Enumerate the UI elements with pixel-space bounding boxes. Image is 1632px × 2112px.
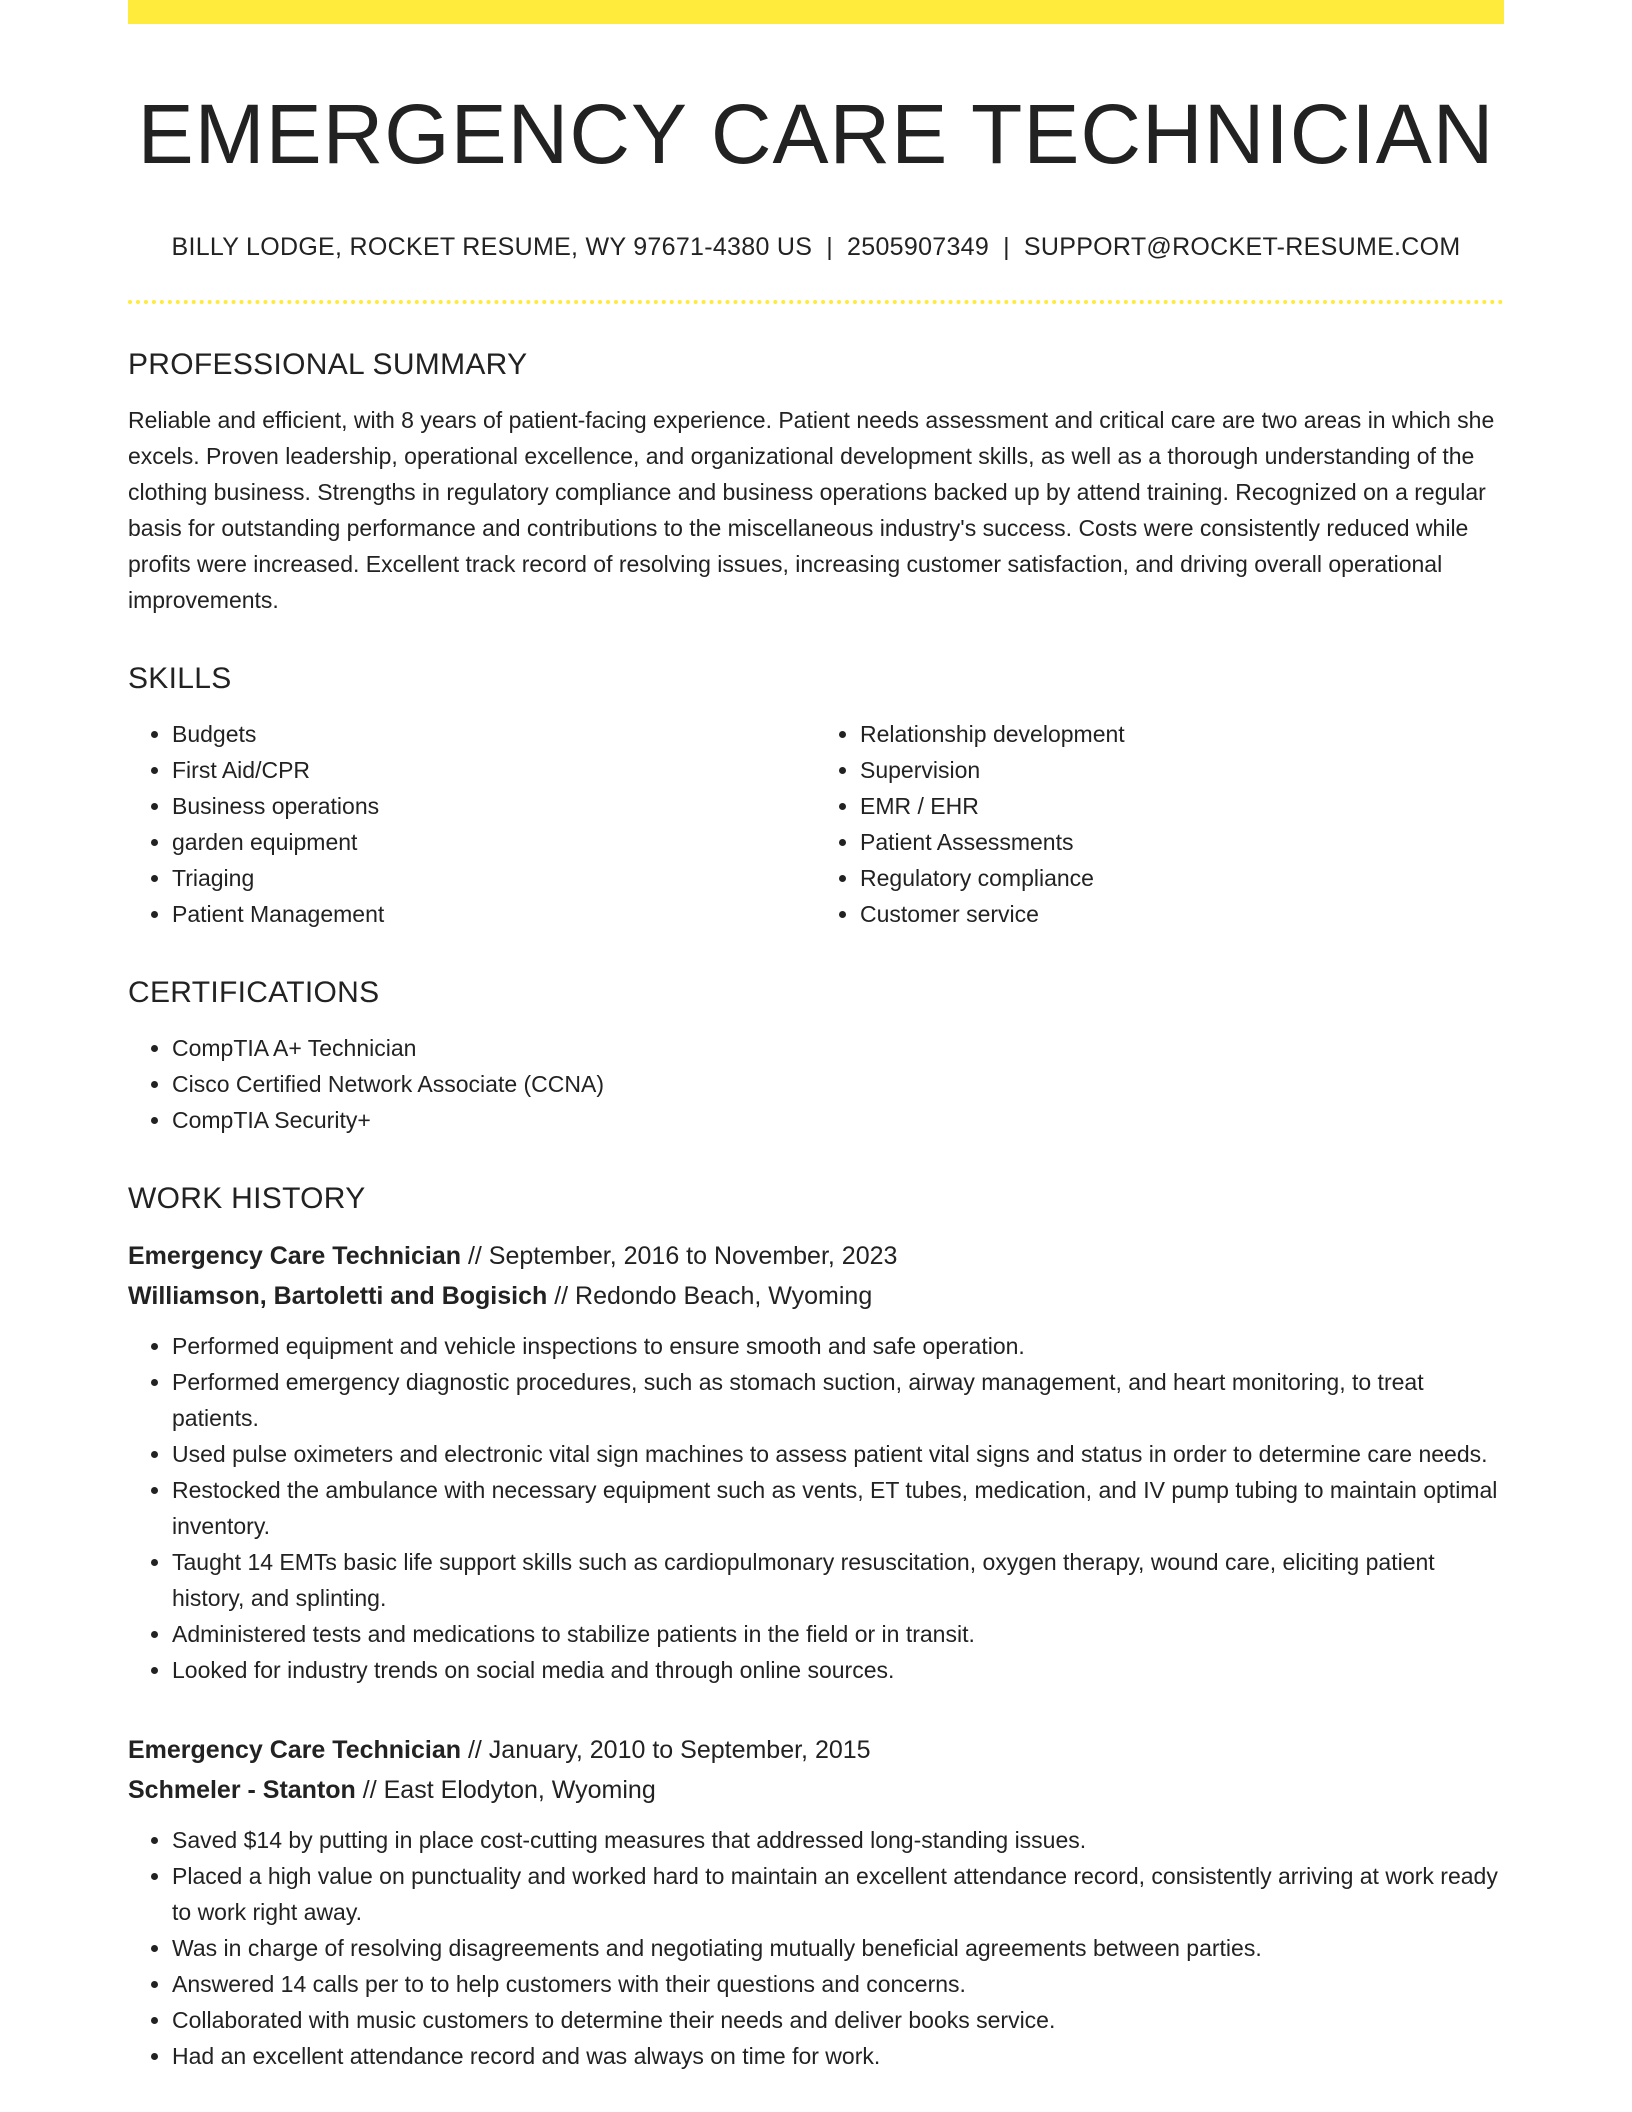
job-duties-list bbox=[128, 1822, 1504, 2074]
job-entry bbox=[128, 1730, 1504, 2074]
resume-title: EMERGENCY CARE TECHNICIAN bbox=[137, 87, 1495, 181]
job-location: // Redondo Beach, Wyoming bbox=[554, 1281, 873, 1310]
skill-item: • First Aid/CPR bbox=[172, 752, 816, 788]
skill-item: • Business operations bbox=[172, 788, 816, 824]
job-company-line bbox=[128, 1276, 1504, 1316]
skill-item: • garden equipment bbox=[172, 824, 816, 860]
job-duty: • Saved $14 by putting in place cost-cutting measures that addressed long-standing issues. bbox=[172, 1822, 1504, 1858]
job-duty: • Collaborated with music customers to determine their needs and deliver books service. bbox=[172, 2002, 1504, 2038]
skill-item: • Regulatory compliance bbox=[860, 860, 1504, 896]
job-duty: • Performed emergency diagnostic procedures, such as stomach suction, airway management, and heart monitoring, to treat patients. bbox=[172, 1364, 1504, 1436]
job-location: // East Elodyton, Wyoming bbox=[362, 1775, 656, 1804]
skills-list-left bbox=[128, 716, 816, 932]
skill-item: • Patient Assessments bbox=[860, 824, 1504, 860]
certification-item: • CompTIA Security+ bbox=[172, 1102, 1504, 1138]
skill-item: • EMR / EHR bbox=[860, 788, 1504, 824]
certification-item: • CompTIA A+ Technician bbox=[172, 1030, 1504, 1066]
job-duty: • Had an excellent attendance record and was always on time for work. bbox=[172, 2038, 1504, 2074]
job-duties-list bbox=[128, 1328, 1504, 1688]
certifications-list bbox=[128, 1030, 1504, 1138]
job-duty: • Answered 14 calls per to to help customers with their questions and concerns. bbox=[172, 1966, 1504, 2002]
skill-item: • Triaging bbox=[172, 860, 816, 896]
job-duty: • Restocked the ambulance with necessary equipment such as vents, ET tubes, medication, and IV pump tubing to maintain optimal inventory. bbox=[172, 1472, 1504, 1544]
work-history-heading: WORK HISTORY bbox=[128, 1181, 366, 1215]
job-role: Emergency Care Technician bbox=[128, 1735, 462, 1764]
dotted-divider bbox=[128, 300, 1504, 304]
job-dates: // September, 2016 to November, 2023 bbox=[467, 1241, 898, 1270]
job-entry bbox=[128, 1236, 1504, 1688]
skills-list-right bbox=[816, 716, 1504, 932]
contact-separator: | bbox=[826, 232, 834, 261]
certifications-heading: CERTIFICATIONS bbox=[128, 975, 380, 1009]
job-duty: • Looked for industry trends on social media and through online sources. bbox=[172, 1652, 1504, 1688]
contact-info bbox=[128, 233, 1504, 262]
job-duty: • Taught 14 EMTs basic life support skills such as cardiopulmonary resuscitation, oxygen therapy, wound care, eliciting patient history, and splinting. bbox=[172, 1544, 1504, 1616]
job-duty: • Placed a high value on punctuality and worked hard to maintain an excellent attendance record, consistently arriving at work ready to work right away. bbox=[172, 1858, 1504, 1930]
job-duty: • Performed equipment and vehicle inspections to ensure smooth and safe operation. bbox=[172, 1328, 1504, 1364]
contact-email: SUPPORT@ROCKET-RESUME.COM bbox=[1023, 232, 1461, 261]
job-duty: • Was in charge of resolving disagreements and negotiating mutually beneficial agreements between parties. bbox=[172, 1930, 1504, 1966]
job-duty: • Used pulse oximeters and electronic vital sign machines to assess patient vital signs and status in order to determine care needs. bbox=[172, 1436, 1504, 1472]
job-duty: • Administered tests and medications to stabilize patients in the field or in transit. bbox=[172, 1616, 1504, 1652]
summary-text: Reliable and efficient, with 8 years of patient-facing experience. Patient needs assessment and critical care are two areas in which she excels. Proven leadership, operational excellence, and organizational development skills, as well as a thorough understanding of the clothing business. Strengths in regulatory compliance and business operations backed up by attend training. Recognized on a regular basis for outstanding performance and contributions to the miscellaneous industry's success. Costs were consistently reduced while profits were increased. Excellent track record of resolving issues, increasing customer satisfaction, and driving overall operational improvements. bbox=[128, 406, 1495, 613]
skills-heading: SKILLS bbox=[128, 661, 232, 695]
summary-heading: PROFESSIONAL SUMMARY bbox=[128, 347, 528, 381]
skills-columns bbox=[128, 696, 1504, 932]
skill-item: • Supervision bbox=[860, 752, 1504, 788]
certification-item: • Cisco Certified Network Associate (CCNA) bbox=[172, 1066, 1504, 1102]
accent-top-bar bbox=[128, 0, 1504, 24]
job-dates: // January, 2010 to September, 2015 bbox=[467, 1735, 871, 1764]
skill-item: • Patient Management bbox=[172, 896, 816, 932]
skill-item: • Relationship development bbox=[860, 716, 1504, 752]
contact-phone: 2505907349 bbox=[847, 232, 990, 261]
resume-page bbox=[128, 0, 1504, 2074]
job-role-line bbox=[128, 1236, 1504, 1276]
contact-address: BILLY LODGE, ROCKET RESUME, WY 97671-4380 US bbox=[171, 232, 813, 261]
skill-item: • Customer service bbox=[860, 896, 1504, 932]
skill-item: • Budgets bbox=[172, 716, 816, 752]
job-company-line bbox=[128, 1770, 1504, 1810]
job-role: Emergency Care Technician bbox=[128, 1241, 462, 1270]
job-company: Schmeler - Stanton bbox=[128, 1775, 356, 1804]
job-company: Williamson, Bartoletti and Bogisich bbox=[128, 1281, 548, 1310]
contact-separator: | bbox=[1003, 232, 1010, 261]
job-role-line bbox=[128, 1730, 1504, 1770]
